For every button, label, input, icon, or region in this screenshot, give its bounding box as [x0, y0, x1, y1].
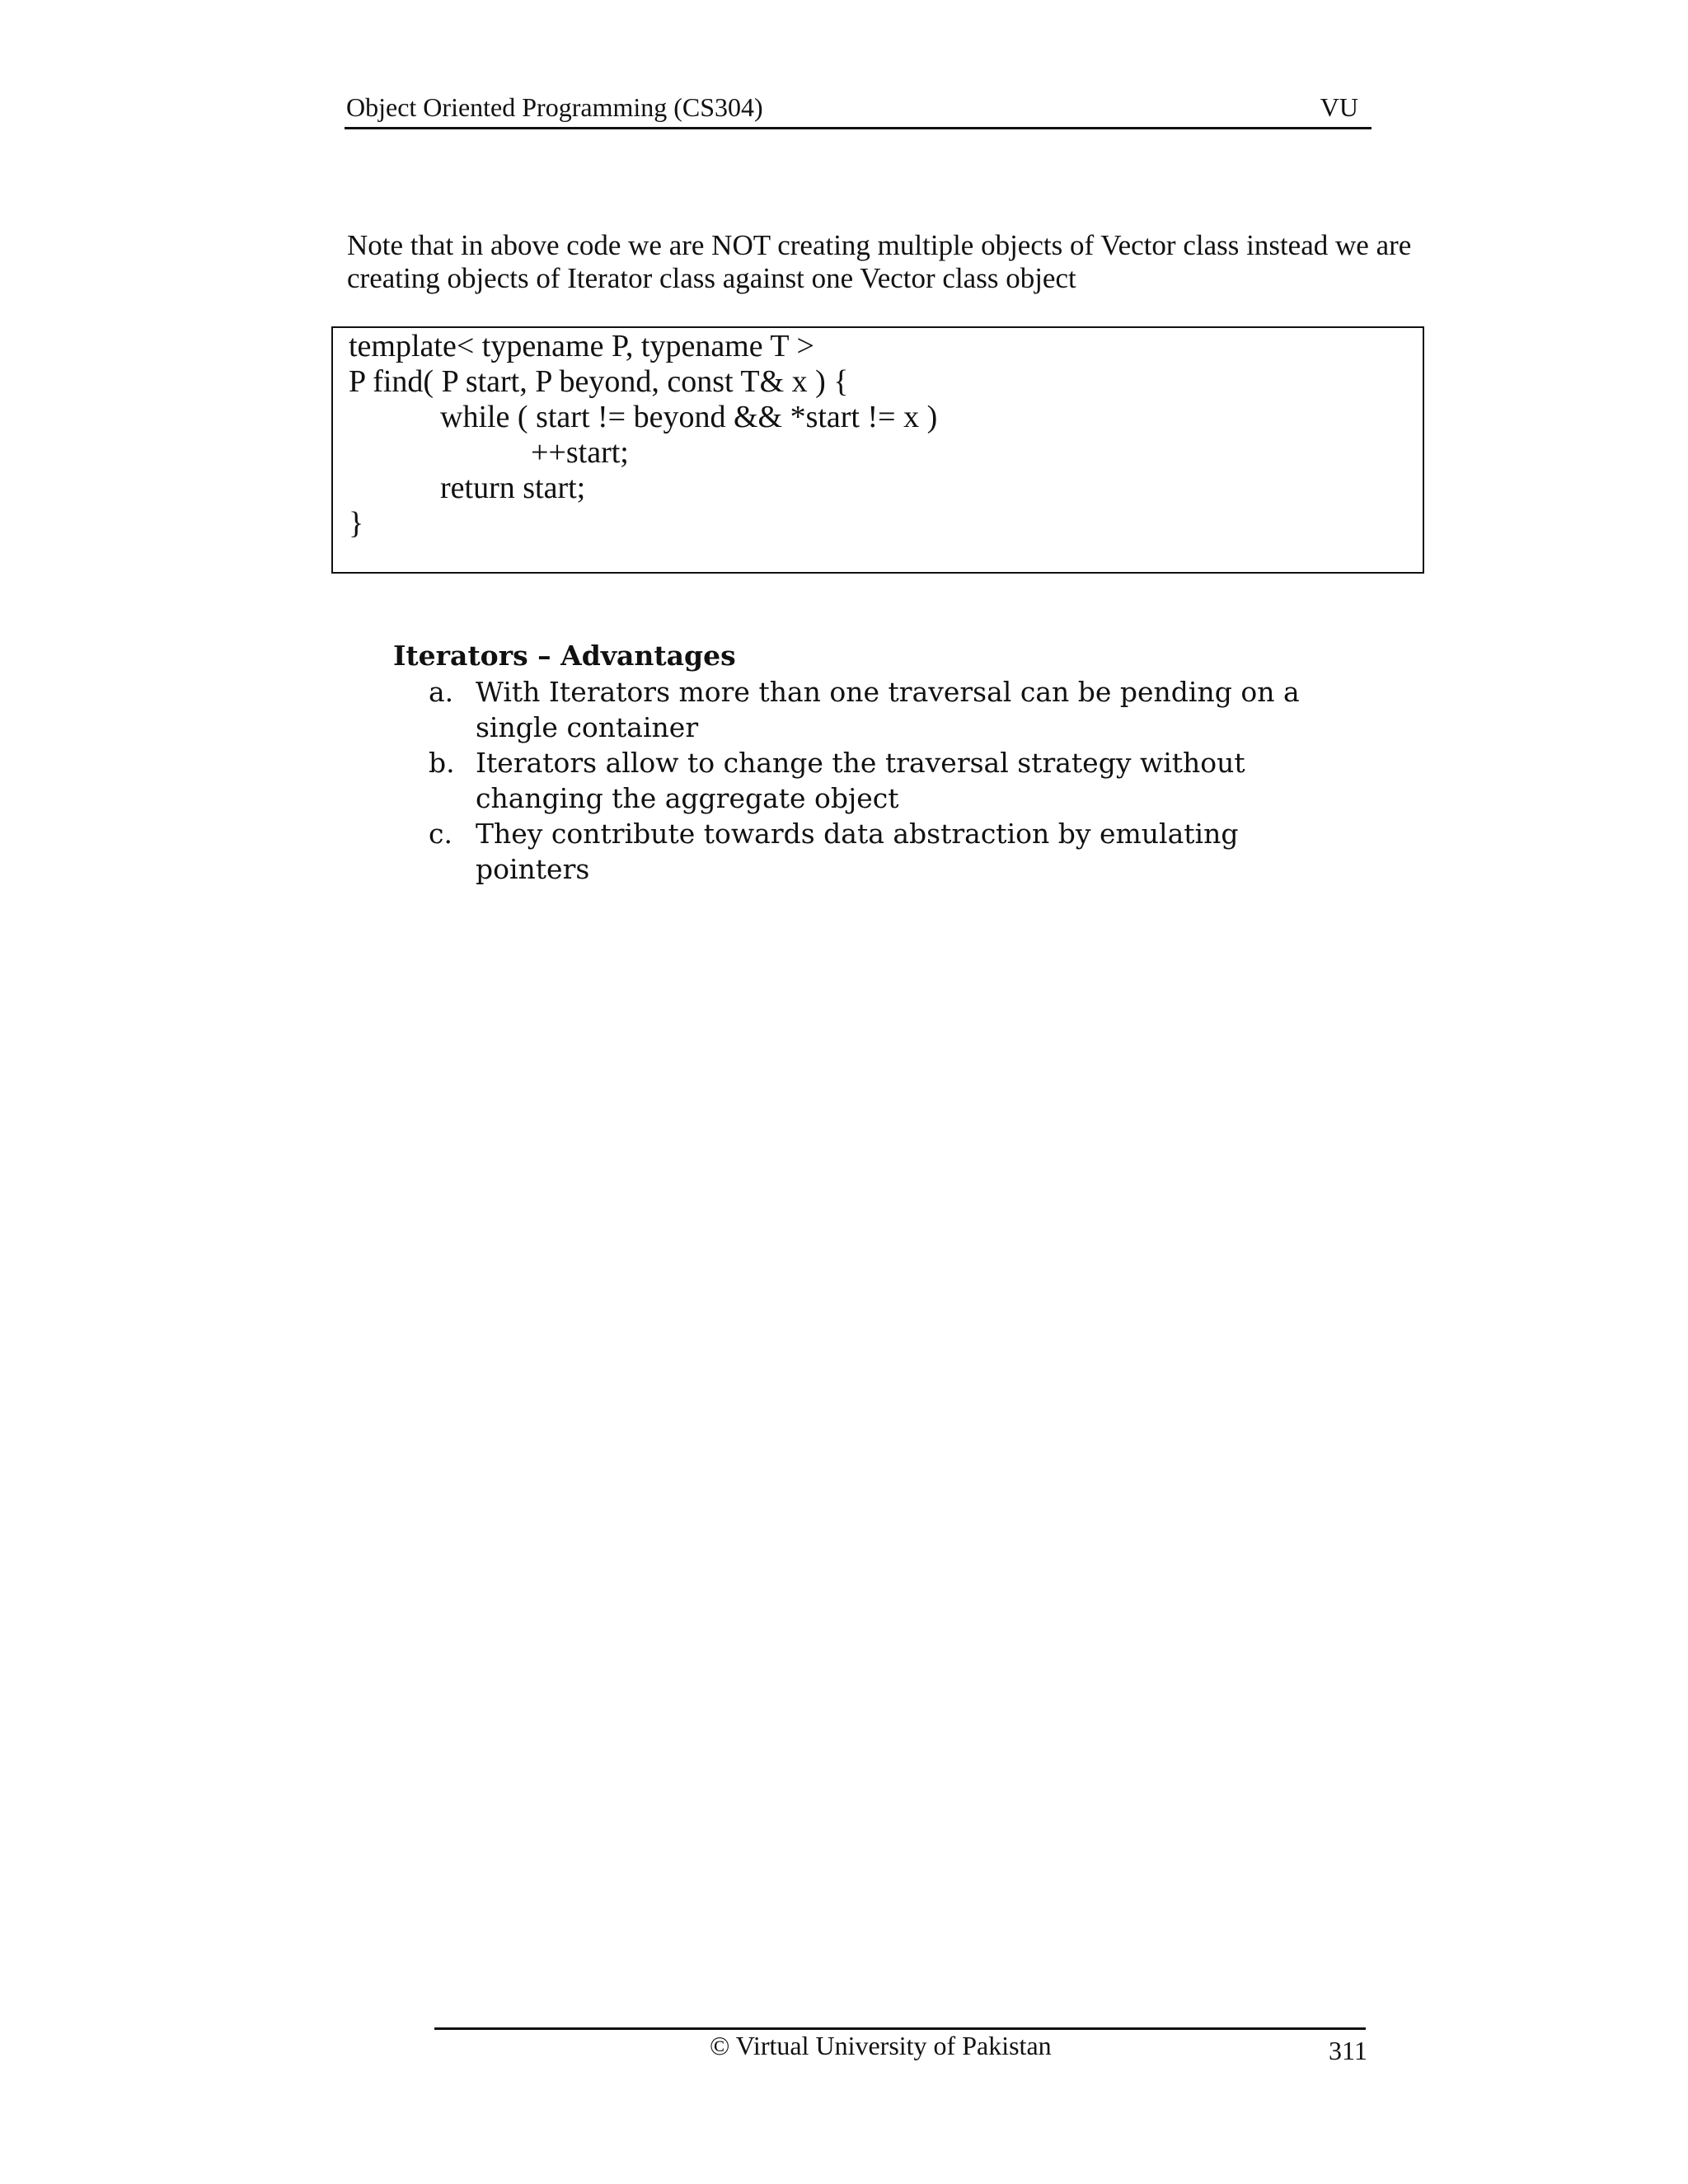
section-heading: Iterators – Advantages [393, 640, 736, 672]
note-line: Note that in above code we are NOT creating multiple objects of Vector class instead we are [347, 229, 1412, 261]
note-paragraph [347, 229, 1418, 295]
advantages-list [429, 674, 1418, 887]
list-marker: a. [429, 676, 454, 708]
course-title: Object Oriented Programming (CS304) [346, 92, 763, 122]
code-line: while ( start != beyond && *start != x ) [440, 400, 938, 434]
page-number: 311 [1329, 2036, 1367, 2065]
list-item-text: Iterators allow to change the traversal strategy without changing the aggregate object [476, 747, 1245, 814]
list-item [429, 745, 1418, 816]
list-item-text: They contribute towards data abstraction by emulating pointers [476, 818, 1239, 885]
list-item [429, 816, 1418, 887]
code-block [331, 326, 1424, 574]
list-marker: c. [429, 818, 452, 850]
code-line: ++start; [531, 435, 629, 470]
code-line: template< typename P, typename T > [349, 329, 814, 363]
page-header [345, 89, 1372, 129]
note-line: creating objects of Iterator class against one Vector class object [347, 262, 1076, 294]
footer-divider [434, 2027, 1366, 2030]
list-item-text: With Iterators more than one traversal can be pending on a single container [476, 676, 1300, 743]
list-marker: b. [429, 747, 455, 779]
code-line: P find( P start, P beyond, const T& x ) { [349, 364, 849, 399]
code-line: return start; [440, 471, 586, 505]
code-line: } [349, 506, 364, 541]
footer-copyright: © Virtual University of Pakistan [710, 2031, 1052, 2060]
institution-abbrev: VU [1320, 92, 1358, 122]
list-item [429, 674, 1418, 745]
